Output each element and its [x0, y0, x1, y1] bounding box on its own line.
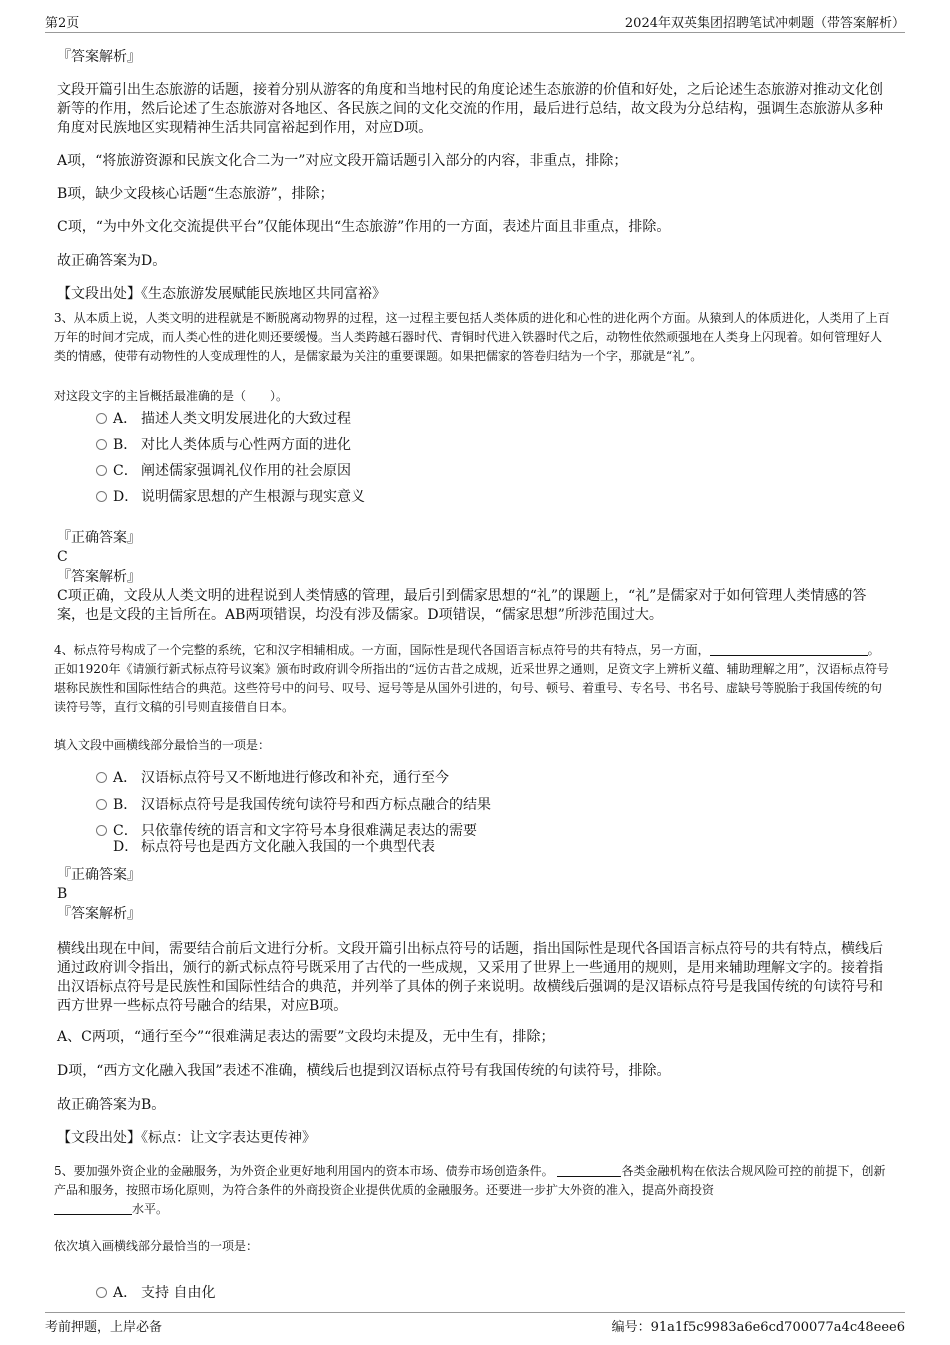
answer-blank: [557, 1162, 621, 1177]
q4-option-c[interactable]: C． 只依靠传统的语言和文字符号本身很难满足表达的需要: [96, 822, 477, 840]
q3-option-d[interactable]: D． 说明儒家思想的产生根源与现实意义: [96, 488, 365, 506]
q2-option-c-note: C项，“为中外文化交流提供平台”仅能体现出“生态旅游”作用的一方面，表述片面且非重点，排除。: [57, 219, 671, 235]
q3-question: 对这段文字的主旨概括最准确的是（ ）。: [54, 389, 289, 403]
q5-option-a[interactable]: A． 支持 自由化: [96, 1284, 215, 1302]
document-title: 2024年双英集团招聘笔试冲刺题（带答案解析）: [624, 16, 905, 31]
radio-icon[interactable]: [96, 799, 107, 810]
q4-answer: B: [57, 886, 68, 902]
q3-option-a[interactable]: A． 描述人类文明发展进化的大致过程: [96, 410, 351, 428]
q3-option-b[interactable]: B． 对比人类体质与心性两方面的进化: [96, 436, 351, 454]
q5-question: 依次填入画横线部分最恰当的一项是：: [54, 1239, 259, 1253]
q4-option-b[interactable]: B． 汉语标点符号是我国传统句读符号和西方标点融合的结果: [96, 796, 491, 814]
q2-analysis-label: 『答案解析』: [57, 49, 141, 65]
q2-option-b-note: B项，缺少文段核心话题“生态旅游”，排除；: [57, 186, 334, 202]
q3-analysis-label: 『答案解析』: [57, 569, 141, 585]
q4-option-ac-note: A、C两项，“通行至今”“很难满足表达的需要”文段均未提及，无中生有，排除；: [57, 1029, 555, 1045]
q4-stem: 4、标点符号构成了一个完整的系统，它和汉字相辅相成。一方面，国际性是现代各国语言标点符号的共有特点，另一方面， 。正如1920年《请颁行新式标点符号议案》颁布时政府训令所指出的“远仿古昔之成规，近采世界之通则，足资文字上辨析义蕴、辅助理解之用”，汉语标点符号堪称民族性和国际性结合的典范。这些符号中的问号、叹号、逗号等是从国外引进的，句号、顿号、着重号、专名号、书名号、虚缺号等脱胎于我国传统的句读符号等，直行文稿的引号则直接借自日本。: [54, 643, 889, 714]
q3-analysis: C项正确，文段从人类文明的进程说到人类情感的管理，最后引到儒家思想的“礼”的课题上，“礼”是儒家对于如何管理人类情感的答案，也是文段的主旨所在。AB两项错误，均没有涉及儒家。D项错误，“儒家思想”所涉范围过大。: [57, 588, 867, 623]
q4-analysis-label: 『答案解析』: [57, 906, 141, 922]
footer-slogan: 考前押题，上岸必备: [45, 1320, 163, 1335]
q4-option-d-note: D项，“西方文化融入我国”表述不准确，横线后也提到汉语标点符号有我国传统的句读符号，排除。: [57, 1063, 671, 1079]
radio-icon[interactable]: [96, 465, 107, 476]
q3-answer-label: 『正确答案』: [57, 530, 141, 546]
q4-option-d[interactable]: D． 标点符号也是西方文化融入我国的一个典型代表: [113, 839, 435, 855]
radio-icon[interactable]: [96, 439, 107, 450]
q2-conclusion: 故正确答案为D。: [57, 253, 167, 269]
document-id: 编号：91a1f5c9983a6e6cd700077a4c48eee6: [611, 1320, 905, 1335]
q3-option-c[interactable]: C． 阐述儒家强调礼仪作用的社会原因: [96, 462, 351, 480]
q5-stem: 5、要加强外资企业的金融服务，为外资企业更好地利用国内的资本市场、债券市场创造条件。 各类金融机构在依法合规风险可控的前提下，创新产品和服务，按照市场化原则，为符合条件的外商投资企业提供优质的金融服务。还要进一步扩大外资的准入，提高外商投资 水平。: [54, 1164, 886, 1216]
answer-blank: [54, 1200, 132, 1215]
q4-conclusion: 故正确答案为B。: [57, 1097, 166, 1113]
page-header: [45, 12, 905, 33]
q3-answer: C: [57, 549, 68, 565]
page-footer: [45, 1312, 905, 1335]
q4-question: 填入文段中画横线部分最恰当的一项是：: [54, 738, 271, 752]
radio-icon[interactable]: [96, 413, 107, 424]
q2-option-a-note: A项，“将旅游资源和民族文化合二为一”对应文段开篇话题引入部分的内容，非重点，排除；: [57, 153, 628, 169]
q4-answer-label: 『正确答案』: [57, 867, 141, 883]
q2-analysis: 文段开篇引出生态旅游的话题，接着分别从游客的角度和当地村民的角度论述生态旅游的价值和好处，之后论述生态旅游对推动文化创新等的作用，然后论述了生态旅游对各地区、各民族之间的文化交流的作用，最后进行总结，故文段为分总结构，强调生态旅游从多种角度对民族地区实现精神生活共同富裕起到作用，对应D项。: [57, 82, 883, 136]
radio-icon[interactable]: [96, 772, 107, 783]
radio-icon[interactable]: [96, 1287, 107, 1298]
q4-option-a[interactable]: A． 汉语标点符号又不断地进行修改和补充，通行至今: [96, 769, 449, 787]
page-number: 第2页: [45, 16, 80, 31]
answer-blank: [710, 641, 868, 656]
q4-source: 【文段出处】《标点：让文字表达更传神》: [57, 1130, 316, 1146]
radio-icon[interactable]: [96, 825, 107, 836]
q4-analysis: 横线出现在中间，需要结合前后文进行分析。文段开篇引出标点符号的话题，指出国际性是现代各国语言标点符号的共有特点，横线后通过政府训令指出，颁行的新式标点符号既采用了古代的一些成规，又采用了世界上一些通用的规则，是用来辅助理解文字的。接着指出汉语标点符号是民族性和国际性结合的典范，并列举了具体的例子来说明。故横线后强调的是汉语标点符号是我国传统的句读符号和西方世界一些标点符号融合的结果，对应B项。: [57, 941, 883, 1014]
q2-source: 【文段出处】《生态旅游发展赋能民族地区共同富裕》: [57, 286, 386, 302]
radio-icon[interactable]: [96, 491, 107, 502]
q3-stem: 3、从本质上说，人类文明的进程就是不断脱离动物界的过程，这一过程主要包括人类体质的进化和心性的进化两个方面。从猿到人的体质进化，人类用了上百万年的时间才完成，而人类心性的进化则还要缓慢。当人类跨越石器时代、青铜时代进入铁器时代之后，动物性依然顽强地在人类身上闪现着。如何管理好人类的情感，使带有动物性的人变成理性的人，是儒家最为关注的重要课题。如果把儒家的答卷归结为一个字，那就是“礼”。: [54, 311, 890, 363]
